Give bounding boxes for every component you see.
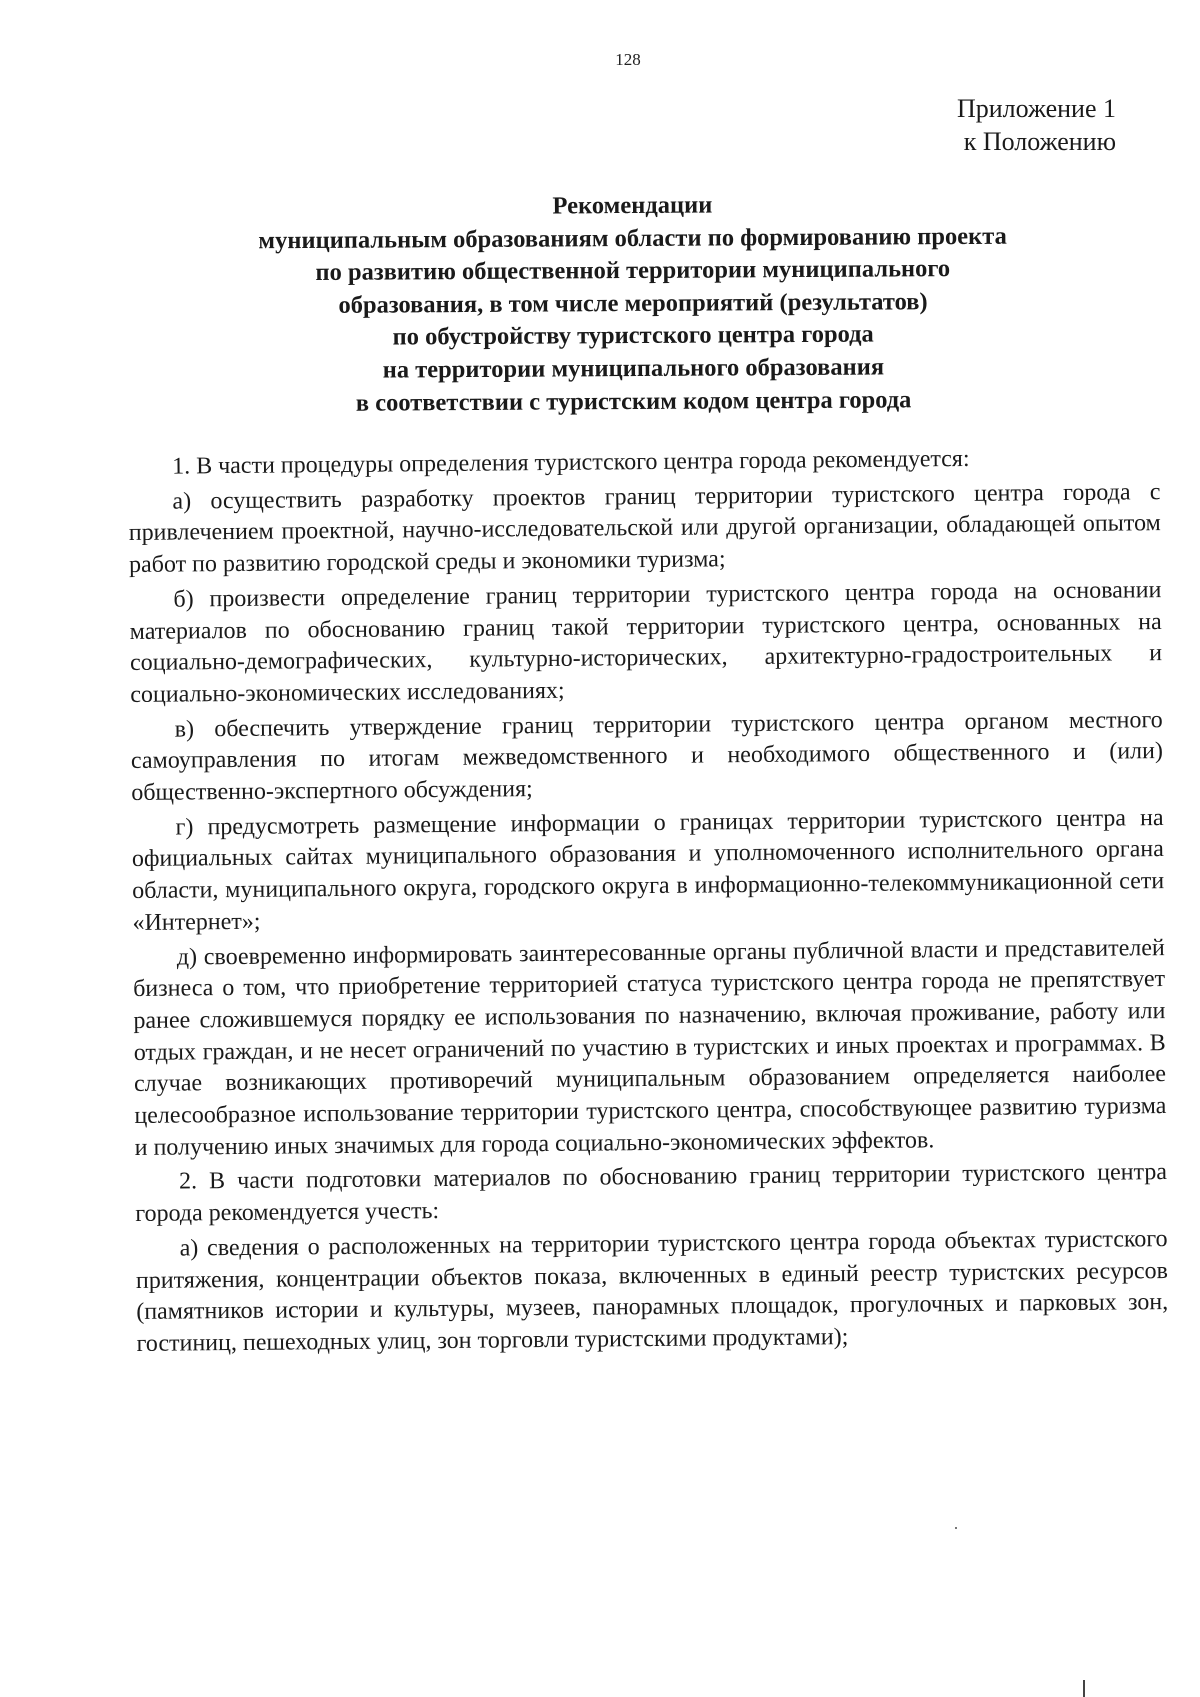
paragraph-1v: в) обеспечить утверждение границ территории туристского центра органом местного самоуправления по итогам межведомственного и необходимого общественного и (или) общественно-экспертного обсуждения;: [130, 706, 1164, 807]
title-line: по обустройству туристского центра города: [392, 320, 874, 351]
document-body: [128, 442, 1169, 1364]
page-number: 128: [615, 50, 641, 69]
title-line: в соответствии с туристским кодом центра города: [355, 385, 912, 417]
paragraph-1a: а) осуществить разработку проектов границ территории туристского центра города с привлечением проектной, научно-исследовательской или другой организации, обладающей опытом работ по развитию городской среды и экономики туризма;: [128, 478, 1161, 579]
section-1-heading: 1. В части процедуры определения туристского центра города рекомендуется:: [172, 445, 970, 480]
appendix-line-1: Приложение 1: [956, 94, 1116, 123]
paragraph-1g: г) предусмотреть размещение информации о границах территории туристского центра на официальных сайтах муниципального образования и уполномоченного исполнительного органа области, муниципального округа, городского округа в информационно-телекоммуникационной сети «Интернет»;: [131, 804, 1165, 936]
paragraph-1d: д) своевременно информировать заинтересованные органы публичной власти и представителей бизнеса о том, что приобретение территорией статуса туристского центра города не препятствует ранее сложившемуся порядку ее использования по назначению, включая проживание, работу или отдых граждан, и не несет ограничений по участию в туристских и иных проектах и программах. В случае возникающих противоречий муниципальным образованием определяется наиболее целесообразное использование территории туристского центра, способствующее развитию туризма и получению иных значимых для города социально-экономических эффектов.: [133, 934, 1167, 1161]
title-line: муниципальным образованиям области по формированию проекта: [258, 222, 1007, 254]
paragraph-2a: а) сведения о расположенных на территории туристского центра города объектах туристского притяжения, концентрации объектов показа, включенных в единый реестр туристских ресурсов (памятников истории и культуры, музеев, панорамных площадок, прогулочных и парковых зон, гостиниц, пешеходных улиц, зон торговли туристскими продуктами);: [135, 1225, 1169, 1357]
document-title: [149, 187, 1116, 421]
paragraph-1b: б) произвести определение границ территории туристского центра города на основании материалов по обоснованию границ такой территории туристского центра, основанных на социально-демографических, культурно-исторических, архитектурно-градостроительных и социально-экономических исследованиях;: [129, 576, 1163, 708]
appendix-line-2: к Положению: [963, 127, 1116, 156]
title-line: на территории муниципального образования: [382, 353, 885, 384]
title-line: Рекомендации: [552, 191, 713, 220]
scan-artifact-mark: [1083, 1680, 1085, 1697]
section-2-heading: 2. В части подготовки материалов по обоснованию границ территории туристского центра города рекомендуется учесть:: [135, 1159, 1168, 1228]
title-line: по развитию общественной территории муниципального: [315, 255, 951, 287]
scan-artifact-dot: [955, 1527, 957, 1529]
title-line: образования, в том числе мероприятий (результатов): [338, 287, 928, 319]
appendix-reference: [957, 92, 1116, 158]
